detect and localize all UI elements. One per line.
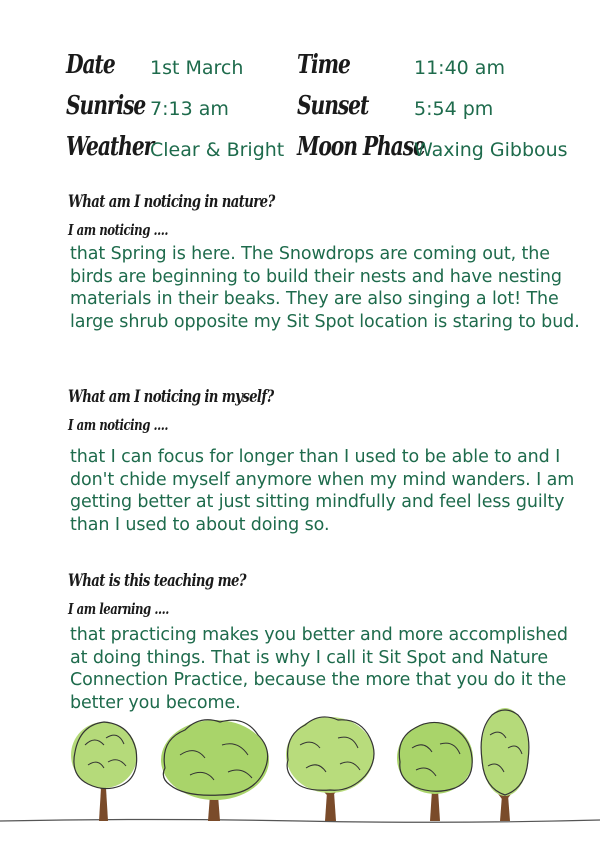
section-question: What is this teaching me? xyxy=(68,571,246,591)
section-question: What am I noticing in myself? xyxy=(68,387,274,407)
sunset-value: 5:54 pm xyxy=(414,98,494,120)
ground-line xyxy=(0,820,600,823)
tree-icon xyxy=(397,722,473,821)
section-body: that Spring is here. The Snowdrops are coming out, the birds are beginning to build their nests and have nesting materials in their beaks. They are also singing a lot! The large shrub opposite my Sit Spot location is staring to bud. xyxy=(70,244,580,332)
section-question: What am I noticing in nature? xyxy=(68,192,275,212)
tree-icon xyxy=(71,722,137,821)
section-lead: I am noticing .... xyxy=(68,416,168,434)
tree-icon xyxy=(481,708,529,821)
section-lead: I am noticing .... xyxy=(68,221,168,239)
sunset-label: Sunset xyxy=(297,91,369,121)
sunrise-label: Sunrise xyxy=(66,91,146,121)
date-value: 1st March xyxy=(150,57,244,79)
weather-value: Clear & Bright xyxy=(150,139,285,161)
time-label: Time xyxy=(297,50,350,80)
weather-label: Weather xyxy=(66,132,154,162)
tree-icon xyxy=(286,717,374,821)
section-lead: I am learning .... xyxy=(68,600,169,618)
tree-illustration xyxy=(0,700,600,851)
time-value: 11:40 am xyxy=(414,57,505,79)
section-body: that practicing makes you better and more accomplished at doing things. That is why I call it Sit Spot and Nature Connection Practice, because the more that you do it the better you become. xyxy=(70,625,568,713)
moon-phase-label: Moon Phase xyxy=(297,132,425,162)
sunrise-value: 7:13 am xyxy=(150,98,229,120)
tree-icon xyxy=(161,720,269,821)
section-body: that I can focus for longer than I used to be able to and I don't chide myself anymore when my mind wanders. I am getting better at just sitting mindfully and feel less guilty than I used to about doing so. xyxy=(70,447,575,535)
date-label: Date xyxy=(66,50,115,80)
moon-phase-value: Waxing Gibbous xyxy=(414,139,568,161)
